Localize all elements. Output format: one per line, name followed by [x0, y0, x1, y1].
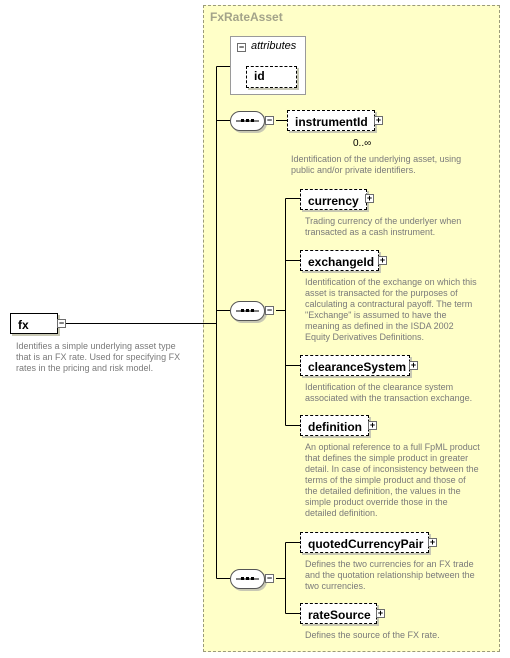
expand-exchangeId-icon[interactable]: + [379, 255, 386, 265]
quotedCurrencyPair-doc: Defines the two currencies for an FX trade and the quotation relationship between the two currencies. [305, 559, 475, 591]
clearanceSystem-label: clearanceSystem [308, 360, 407, 374]
element-currency[interactable] [300, 189, 367, 210]
quotedCurrencyPair-label: quotedCurrencyPair [308, 537, 424, 551]
element-exchangeId[interactable] [300, 250, 379, 271]
sequence-compositor-icon[interactable] [230, 569, 265, 589]
element-clearanceSystem[interactable] [300, 355, 410, 376]
root-doc: Identifies a simple underlying asset type that is an FX rate. Used for specifying FX rates in the pricing and risk model. [16, 341, 181, 373]
definition-label: definition [308, 420, 362, 434]
expand-clearanceSystem-icon[interactable]: + [410, 360, 417, 370]
instrumentId-occurrence: 0..∞ [353, 138, 372, 149]
expand-definition-icon[interactable]: + [369, 420, 376, 430]
rateSource-label: rateSource [308, 608, 371, 622]
collapse-fx-icon[interactable]: − [58, 318, 65, 328]
sequence-compositor-icon[interactable] [230, 301, 265, 321]
sequence-dots-icon [231, 302, 264, 320]
element-rateSource[interactable] [300, 603, 377, 624]
expand-rateSource-icon[interactable]: + [377, 608, 384, 618]
type-title: FxRateAsset [210, 10, 283, 24]
instrumentId-label: instrumentId [295, 115, 368, 129]
exchangeId-label: exchangeId [308, 255, 375, 269]
attributes-label: attributes [251, 40, 297, 52]
root-element-label: fx [18, 318, 29, 332]
element-instrumentId[interactable] [287, 110, 375, 131]
element-quotedCurrencyPair[interactable] [300, 532, 429, 553]
clearanceSystem-doc: Identification of the clearance system associated with the transaction exchange. [305, 382, 473, 403]
currency-doc: Trading currency of the underlyer when transacted as a cash instrument. [305, 216, 462, 237]
expand-currency-icon[interactable]: + [366, 193, 373, 203]
instrumentId-doc: Identification of the underlying asset, using public and/or private identifiers. [291, 154, 462, 175]
exchangeId-doc: Identification of the exchange on which this asset is transacted for the purposes of calculating a contractural payoff. The term "Exchange" is assumed to have the meaning as defined in the ISDA 2002 Equity Derivatives Definitions. [305, 277, 477, 342]
sequence-dots-icon [231, 570, 264, 588]
rateSource-doc: Defines the source of the FX rate. [305, 630, 440, 640]
sequence-dots-icon [231, 112, 264, 130]
attribute-id-label: id [254, 69, 265, 83]
collapse-attributes-icon[interactable]: − [238, 42, 245, 52]
collapse-sequence-icon[interactable]: − [266, 573, 273, 583]
collapse-sequence-icon[interactable]: − [266, 115, 273, 125]
element-definition[interactable] [300, 415, 369, 436]
sequence-compositor-icon[interactable] [230, 111, 265, 131]
definition-doc: An optional reference to a full FpML product that defines the simple product in greater detail. In case of inconsistency between the terms of the simple product and those of the detailed definition, the values in the simple product override those in the detailed definition. [305, 442, 480, 518]
collapse-sequence-icon[interactable]: − [266, 305, 273, 315]
expand-quotedCurrencyPair-icon[interactable]: + [429, 537, 436, 547]
currency-label: currency [308, 194, 359, 208]
expand-instrumentId-icon[interactable]: + [375, 115, 382, 125]
root-element-fx[interactable] [10, 313, 58, 334]
